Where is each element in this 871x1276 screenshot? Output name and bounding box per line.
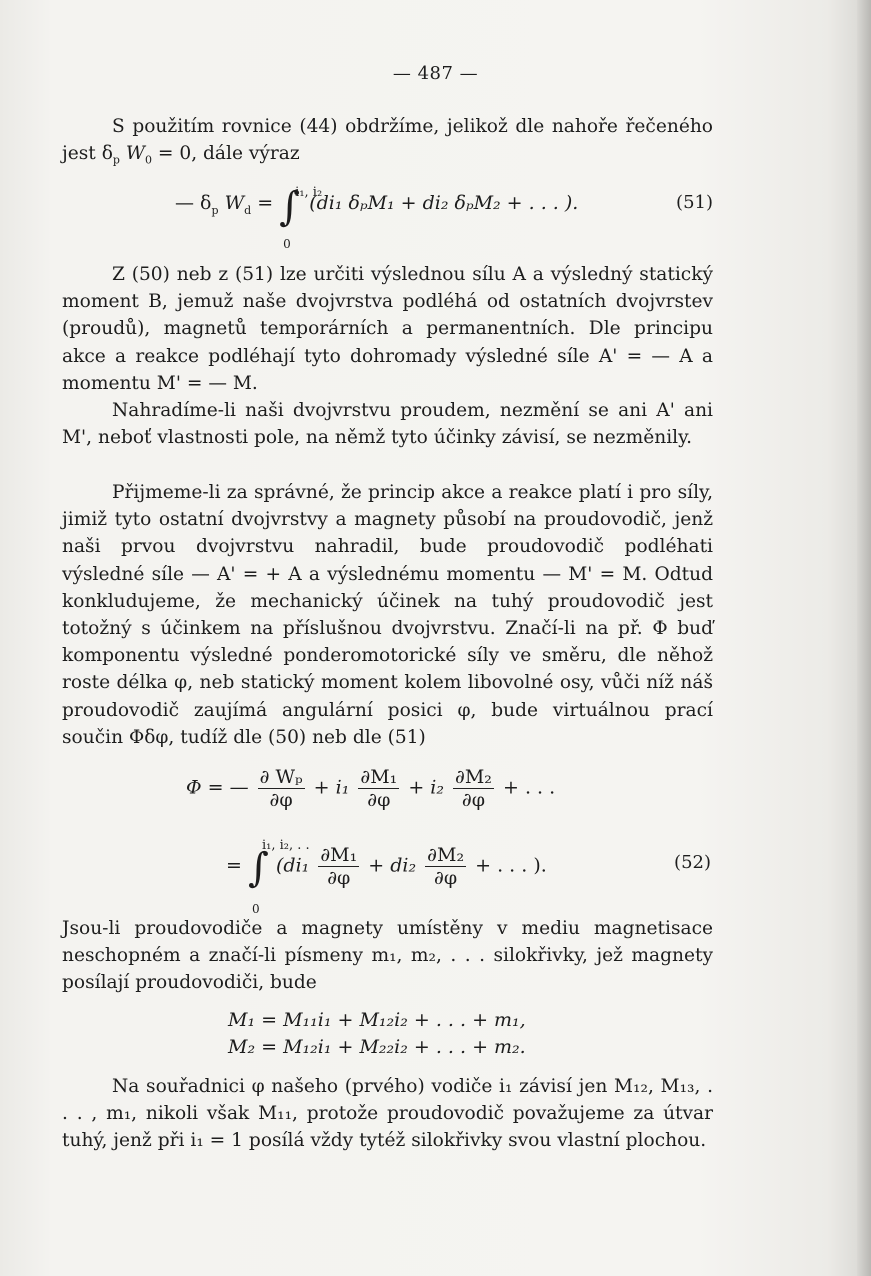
- eq52b-equals: =: [226, 854, 242, 877]
- integral-sign-2: ∫: [247, 844, 269, 891]
- eq52b-frac1: [318, 844, 359, 889]
- equation-52-line-2: [0, 830, 871, 916]
- eq52a-frac2: [358, 766, 399, 811]
- eq52b-open: (di₁: [276, 854, 310, 877]
- eq52a-frac3-den: ∂φ: [461, 789, 486, 811]
- equation-51: [0, 180, 871, 260]
- eq52a-frac3: [453, 766, 494, 811]
- eq52a-frac1-den: ∂φ: [269, 789, 293, 811]
- eq52b-mid: + di₂: [368, 854, 417, 877]
- para3-text: Nahradíme-li naši dvojvrstvu proudem, nezmění se ani A' ani M', neboť vlastnosti pole, na němž tyto účinky závisí, se nezměnily.: [62, 400, 713, 449]
- paragraph-6: [62, 1073, 713, 1155]
- eq52a-frac2-num: ∂M₁: [360, 766, 398, 788]
- paragraph-3: [62, 397, 713, 451]
- page-number: — 487 —: [392, 63, 479, 84]
- eq52b-body: [226, 837, 547, 916]
- eq52a-frac3-num: ∂M₂: [455, 766, 492, 788]
- eq52b-close: + . . . ).: [475, 854, 547, 877]
- eq52a-frac1-num: ∂ Wₚ: [259, 766, 303, 788]
- equation-number-52: (52): [674, 852, 711, 873]
- eq53-line-1: M₁ = M₁₁i₁ + M₁₂i₂ + . . . + m₁,: [228, 1009, 526, 1031]
- eq52b-upper-limit: i₁, i₂, . .: [261, 837, 310, 853]
- para1-end: = 0, dále výraz: [151, 143, 300, 165]
- paragraph-2: [62, 261, 713, 397]
- paragraph-4: [62, 479, 713, 751]
- eq51-lower-limit: 0: [283, 237, 291, 251]
- eq51-sub-d: d: [244, 203, 252, 217]
- eq51-lhs: — δ: [175, 192, 212, 214]
- eq52a-plus2: + i₂: [408, 776, 444, 799]
- para1-w: W: [119, 143, 145, 165]
- para4-text: Přijmeme-li za správné, že princip akce a reakce platí i pro síly, jimiž tyto ostatní dvojvrstvy a magnety působí na proudovodič, jenž naši prvou dvojvrstvu nahradil, bude proudovodič podléhati výsledné síle — A' = + A a výslednému momentu — M' = M. Odtud konkludujeme, že mechanický účinek na tuhý proudovodič jest totožný s účinkem na příslušnou dvojvrstvu. Značí-li na př. Φ buď komponentu výsledné ponderomotorické síly ve směru, dle něhož roste délka φ, neb statický moment kolem libovolné osy, vůči níž náš proudovodič zaujímá angulární posici φ, bude virtuálnou prací součin Φδφ, tudíž dle (50) neb dle (51): [62, 482, 713, 748]
- eq52b-frac1-den: ∂φ: [327, 867, 351, 889]
- eq52a-frac1: [258, 766, 305, 811]
- eq51-upper-limit: i₁, i₂: [295, 185, 323, 200]
- equation-53: [0, 1007, 871, 1067]
- eq52a-tail: + . . .: [502, 776, 556, 799]
- eq51-integrand: (di₁ δₚM₁ + di₂ δₚM₂ + . . . ).: [309, 192, 579, 214]
- paragraph-1: [62, 113, 713, 174]
- eq53-body: [228, 1007, 526, 1061]
- equation-52-line-1: [0, 760, 871, 820]
- eq51-w: W: [218, 192, 245, 214]
- eq52a-plus1: + i₁: [313, 776, 350, 799]
- para2-text: Z (50) neb z (51) lze určiti výslednou sílu A a výsledný statický moment B, jemuž naše dvojvrstva podléhá od ostatních dvojvrstev (proudů), magnetů temporárních a permanentních. Dle principu akce a reakce podléhají tyto dohromady výsledné síle A' = — A a momentu M' = — M.: [62, 264, 713, 394]
- equation-51-body: [175, 184, 579, 251]
- para1-sub: p: [112, 153, 120, 167]
- eq52a-body: [186, 766, 555, 811]
- eq52b-frac1-num: ∂M₁: [320, 844, 358, 866]
- para1-sub2: 0: [144, 153, 152, 167]
- para6-text: Na souřadnici φ našeho (prvého) vodiče i₁ závisí jen M₁₂, M₁₃, . . . , m₁, nikoli však M₁₁, protože proudovodič považujeme za útvar tuhý, jenž při i₁ = 1 posílá vždy tytéž silokřivky svou vlastní plochou.: [62, 1076, 713, 1152]
- eq52b-frac2: [425, 844, 466, 889]
- eq52a-lhs: Φ = —: [186, 776, 249, 799]
- eq53-line-2: M₂ = M₁₂i₁ + M₂₂i₂ + . . . + m₂.: [228, 1036, 526, 1058]
- eq52b-frac2-den: ∂φ: [434, 867, 458, 889]
- equation-number-51: (51): [676, 192, 713, 213]
- para5-text: Jsou-li proudovodiče a magnety umístěny v mediu magnetisace neschopném a značí-li písmeny m₁, m₂, . . . silokřivky, jež magnety posílají proudovodiči, bude: [62, 918, 713, 994]
- eq52b-frac2-num: ∂M₂: [427, 844, 465, 866]
- eq51-sub-p: p: [211, 203, 219, 217]
- eq52a-frac2-den: ∂φ: [367, 789, 391, 811]
- eq51-equals: =: [251, 192, 274, 214]
- para1-text: S použitím rovnice (44) obdržíme, jelikož dle nahoře řečeného jest δ: [62, 116, 713, 165]
- eq52b-lower-limit: 0: [251, 901, 260, 916]
- integral-sign: ∫: [279, 184, 301, 230]
- paragraph-5: [62, 915, 713, 997]
